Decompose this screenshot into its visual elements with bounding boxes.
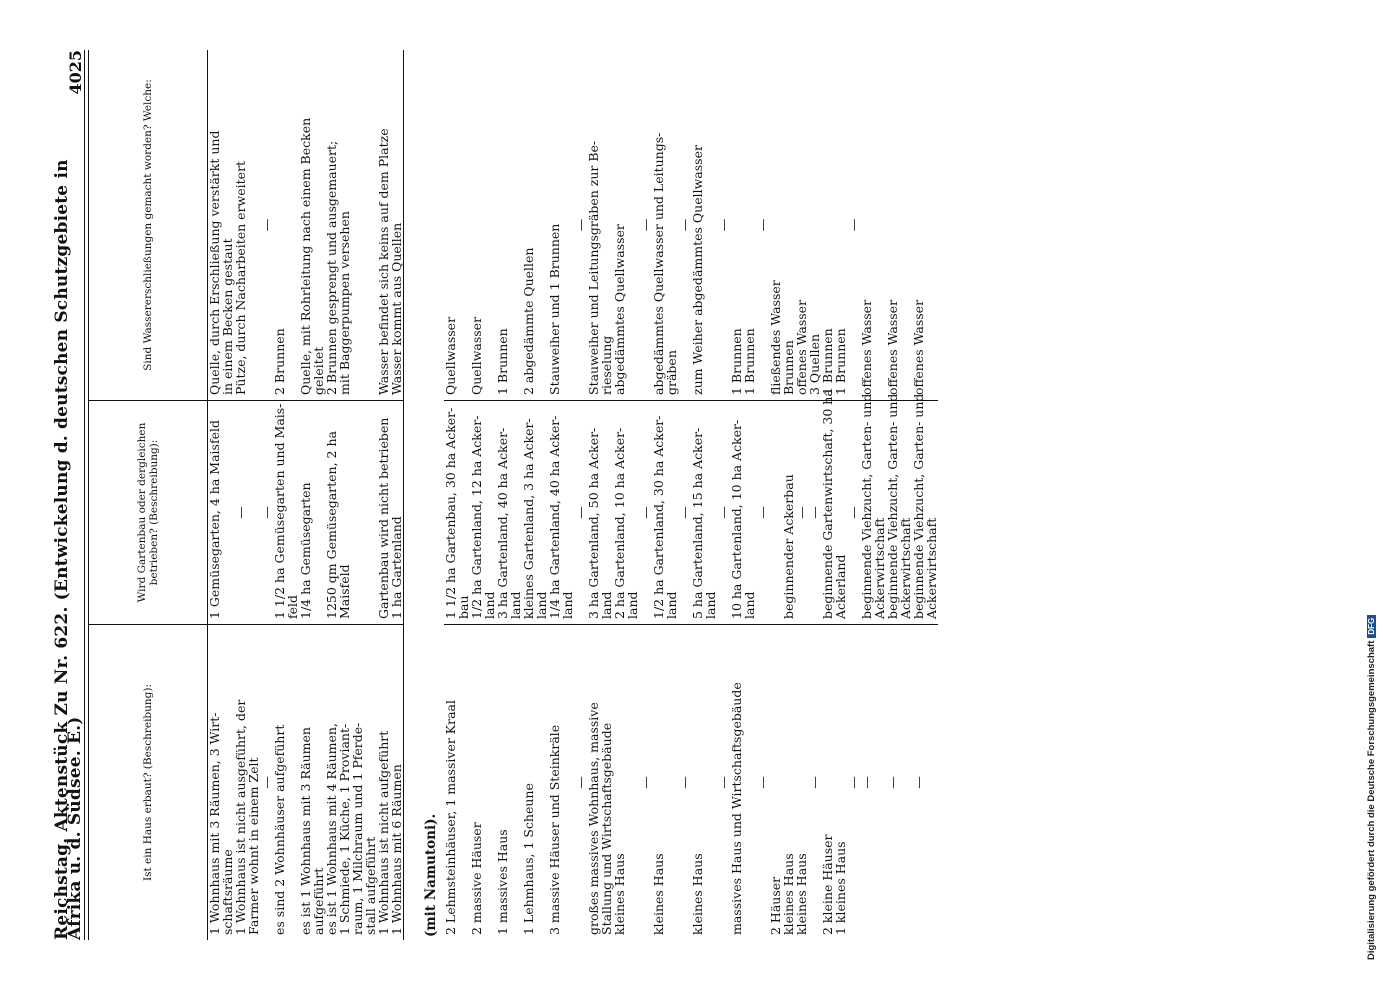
cell-line: 1 massives Haus xyxy=(495,829,510,935)
table-cell-garden xyxy=(613,400,639,625)
table-body-part1 xyxy=(208,50,403,940)
cell-line: beginnende Viehzucht, Garten- und xyxy=(885,393,900,619)
table-cell-house xyxy=(821,625,847,940)
table-cell-house xyxy=(496,625,522,940)
cell-line: 1/4 ha Gartenland, 40 ha Acker- xyxy=(547,415,562,619)
cell-line: 1 Brunnen xyxy=(820,328,835,395)
cell-line: Quelle, mit Rohrleitung nach einem Becken xyxy=(298,117,313,395)
cell-line: aufgeführt xyxy=(311,867,326,935)
table-cell-water xyxy=(652,50,678,400)
cell-line: 2 Lehmsteinhäuser, 1 massiver Kraal xyxy=(443,699,458,935)
table-cell-garden xyxy=(522,400,548,625)
table-cell-water xyxy=(444,50,470,400)
cell-line xyxy=(351,406,364,619)
cell-line: 1 Schmiede, 1 Küche, 1 Proviant- xyxy=(337,723,352,935)
cell-line: fließendes Wasser xyxy=(768,280,783,395)
table-cell-house xyxy=(860,625,886,940)
cell-line: kleines Haus xyxy=(781,853,796,935)
cell-line: 1 Gemüsegarten, 4 ha Maisfeld xyxy=(207,420,222,619)
cell-line: — xyxy=(573,506,588,519)
table-row xyxy=(548,50,574,940)
cell-line: schaftsräume xyxy=(220,849,235,935)
table-cell-house xyxy=(730,625,756,940)
table-cell-house xyxy=(587,625,613,940)
cell-line: beginnende Viehzucht, Garten- und xyxy=(859,393,874,619)
table-cell-water xyxy=(299,50,325,400)
cell-line: 2 ha Gartenland, 10 ha Acker- xyxy=(612,427,627,619)
table-row xyxy=(821,50,847,940)
table-cell-water xyxy=(613,50,639,400)
table-cell-water xyxy=(208,50,260,400)
cell-line: 2 abgedämmte Quellen xyxy=(521,247,536,395)
table-row xyxy=(444,50,470,940)
cell-line: Wasser kommt aus Quellen xyxy=(389,222,404,395)
cell-line: — xyxy=(677,506,692,519)
cell-line: Wasser befindet sich keins auf dem Platze xyxy=(376,128,391,395)
table-cell-house xyxy=(652,625,678,940)
cell-line: 2 massive Häuser xyxy=(469,822,484,935)
page-number: 4025 xyxy=(66,50,85,95)
table-row xyxy=(377,50,403,940)
cell-line: Maisfeld xyxy=(337,564,352,619)
cell-line: 10 ha Gartenland, 10 ha Acker- xyxy=(729,419,744,619)
cell-line: kleines Gartenland, 3 ha Acker- xyxy=(521,418,536,619)
cell-line: offenes Wasser xyxy=(885,299,900,395)
cell-line: — xyxy=(846,218,861,232)
table-cell-garden xyxy=(444,400,470,625)
cell-line: offenes Wasser xyxy=(794,299,809,395)
cell-line: — xyxy=(846,506,861,519)
cell-line: — xyxy=(638,218,653,232)
cell-line: land xyxy=(664,591,679,619)
table-body-part2 xyxy=(444,50,938,940)
table-cell-garden xyxy=(299,400,325,625)
cell-line: Stauweiher und 1 Brunnen xyxy=(547,223,562,395)
cell-line: 1 Wohnhaus ist nicht ausgeführt, der xyxy=(233,699,248,935)
running-header xyxy=(52,50,85,940)
cell-line: 1 1/2 ha Gartenbau, 30 ha Acker- xyxy=(443,407,458,619)
table-row xyxy=(273,50,299,940)
table-cell-garden xyxy=(325,400,377,625)
cell-line: Ackerland xyxy=(833,554,848,619)
dfg-logo: DFG xyxy=(1367,615,1376,638)
table-cell-garden xyxy=(885,393,913,625)
cell-line: land xyxy=(742,591,757,619)
table-row xyxy=(860,50,886,940)
cell-line: — xyxy=(259,776,274,789)
cell-line: — xyxy=(716,218,731,232)
cell-line: land xyxy=(482,591,497,619)
cell-line: Stauweiher und Leitungsgräben zur Be- xyxy=(586,140,601,395)
table-cell-house xyxy=(912,625,938,940)
cell-line: — xyxy=(573,776,588,789)
table-row xyxy=(325,50,377,940)
document xyxy=(52,50,939,940)
cell-line: 1/4 ha Gemüsegarten xyxy=(298,482,313,619)
cell-line: Ackerwirtschaft xyxy=(872,517,887,619)
table-cell-water xyxy=(548,50,574,400)
cell-line: — xyxy=(859,776,874,789)
cell-line: — xyxy=(716,506,731,519)
table-row xyxy=(470,50,496,940)
table-cell-water xyxy=(769,50,808,400)
cell-line: 1/2 ha Gartenland, 30 ha Acker- xyxy=(651,415,666,619)
cell-line: abgedämmtes Quellwasser xyxy=(612,224,627,395)
cell-line: — xyxy=(638,776,653,789)
cell-line: mit Baggerpumpen versehen xyxy=(337,211,352,395)
table-cell-water xyxy=(912,50,938,400)
cell-line: 2 Brunnen xyxy=(272,328,287,395)
table-cell-house xyxy=(613,625,639,940)
table-cell-house xyxy=(299,625,325,940)
cell-line: 5 ha Gartenland, 15 ha Acker- xyxy=(690,427,705,619)
cell-line: kleines Haus xyxy=(612,853,627,935)
table-row xyxy=(886,50,912,940)
cell-line: Quellwasser xyxy=(443,316,458,395)
cell-line: — xyxy=(233,506,248,519)
cell-line: massives Haus und Wirtschaftsgebäude xyxy=(729,682,744,935)
cell-line: 1 1/2 ha Gemüsegarten und Mais- xyxy=(272,403,287,619)
table-cell-water xyxy=(860,50,886,400)
table-row xyxy=(208,50,260,940)
table-cell-garden xyxy=(911,393,939,625)
table-cell-water xyxy=(821,50,847,400)
cell-line: beginnende Gartenwirtschaft, 30 ha xyxy=(820,389,835,619)
cell-line: großes massives Wohnhaus, massive xyxy=(586,702,601,935)
table-cell-water xyxy=(325,50,377,400)
table-row xyxy=(299,50,325,940)
table-cell-house xyxy=(377,625,403,940)
cell-line: — xyxy=(259,218,274,232)
table-cell-water xyxy=(496,50,522,400)
cell-line: 1 Brunnen xyxy=(495,328,510,395)
cell-line: feld xyxy=(285,594,300,619)
cell-line: — xyxy=(755,218,770,232)
table-cell-garden xyxy=(730,400,756,625)
header-title: Reichstag. Aktenstück Zu Nr. 622. (Entwickelung d. deutschen Schutzgebiete in Afrika u. d. Südsee. E.) xyxy=(52,159,85,940)
table-cell-garden xyxy=(208,400,260,625)
cell-line: Ackerwirtschaft xyxy=(924,517,939,619)
table-cell-garden xyxy=(496,400,522,625)
cell-line: — xyxy=(573,218,588,232)
cell-line: — xyxy=(794,506,809,519)
cell-line: 1 Lehmhaus, 1 Scheune xyxy=(521,783,536,935)
cell-line: abgedämmtes Quellwasser und Leitungs- xyxy=(651,132,666,395)
table-cell-house xyxy=(325,625,377,940)
table-cell-house xyxy=(273,625,299,940)
table-cell-house xyxy=(444,625,470,940)
cell-line: in einem Becken gestaut xyxy=(220,238,235,395)
cell-line: land xyxy=(599,591,614,619)
table-cell-garden xyxy=(377,400,403,625)
cell-line: 1 Wohnhaus mit 6 Räumen xyxy=(389,764,404,935)
cell-line: — xyxy=(716,776,731,789)
cell-line: Quelle, durch Erschließung verstärkt und xyxy=(207,130,222,395)
table-cell-house xyxy=(886,625,912,940)
table-cell-garden xyxy=(470,400,496,625)
table-cell-garden xyxy=(273,400,299,625)
digitization-credit xyxy=(1366,615,1377,960)
cell-line: offenes Wasser xyxy=(859,299,874,395)
cell-line: — xyxy=(755,776,770,789)
cell-line: offenes Wasser xyxy=(911,299,926,395)
cell-line: — xyxy=(677,218,692,232)
table-cell-garden xyxy=(691,400,717,625)
cell-line: gräben xyxy=(664,350,679,395)
cell-line xyxy=(351,55,364,395)
cell-line: 1 Brunnen xyxy=(729,328,744,395)
cell-line: raum, 1 Milchraum und 1 Pferde- xyxy=(350,722,365,935)
table-cell-garden xyxy=(652,400,678,625)
cell-line: beginnende Viehzucht, Garten- und xyxy=(911,393,926,619)
cell-line: land xyxy=(534,591,549,619)
cell-line: es ist 1 Wohnhaus mit 3 Räumen xyxy=(298,727,313,935)
table-row xyxy=(730,50,756,940)
cell-line: kleines Haus xyxy=(651,853,666,935)
table-cell-garden xyxy=(587,400,613,625)
cell-line: land xyxy=(625,591,640,619)
cell-line: es sind 2 Wohnhäuser aufgeführt xyxy=(272,724,287,935)
table-cell-water xyxy=(470,50,496,400)
cell-line: — xyxy=(677,776,692,789)
cell-line: 3 ha Gartenland, 50 ha Acker- xyxy=(586,427,601,619)
table-row xyxy=(769,50,808,940)
cell-line: 2 kleine Häuser xyxy=(820,834,835,935)
cell-line: 1 kleines Haus xyxy=(833,841,848,935)
cell-line: land xyxy=(560,591,575,619)
column-header-house: Ist ein Haus erbaut? (Beschreibung): xyxy=(142,683,154,882)
cell-line: — xyxy=(638,506,653,519)
cell-line: land xyxy=(508,591,523,619)
data-table xyxy=(89,50,938,940)
column-header-water: Sind Wassererschließungen gemacht worden? Welche: xyxy=(142,79,154,371)
table-cell-garden xyxy=(756,400,769,625)
table-row xyxy=(587,50,613,940)
table-cell-water xyxy=(522,50,548,400)
credit-text: Digitalisierung gefördert durch die Deutsche Forschungsgemeinschaft xyxy=(1366,640,1377,960)
table-cell-house xyxy=(522,625,548,940)
cell-line: — xyxy=(846,776,861,789)
table-cell-house xyxy=(769,625,808,940)
cell-line: Ackerwirtschaft xyxy=(898,517,913,619)
table-cell-water xyxy=(587,50,613,400)
cell-line: geleitet xyxy=(311,346,326,395)
cell-line: 1 Wohnhaus ist nicht aufgeführt xyxy=(376,730,391,935)
table-cell-water xyxy=(691,50,717,400)
table-cell-garden xyxy=(859,393,887,625)
table-row xyxy=(652,50,678,940)
cell-line: — xyxy=(807,776,822,789)
cell-line: es ist 1 Wohnhaus mit 4 Räumen, xyxy=(324,723,339,935)
cell-line: Quellwasser xyxy=(469,316,484,395)
table-column-headers xyxy=(89,50,208,940)
table-row xyxy=(496,50,522,940)
cell-line: 3 massive Häuser und Steinkräle xyxy=(547,724,562,935)
table-cell-garden xyxy=(548,400,574,625)
cell-line: 2 Häuser xyxy=(768,876,783,935)
cell-line: 3 Quellen xyxy=(807,333,822,395)
cell-line: beginnender Ackerbau xyxy=(781,474,796,619)
table-cell-water xyxy=(273,50,299,400)
cell-line: Farmer wohnt in einem Zelt xyxy=(246,757,261,935)
cell-line: — xyxy=(755,506,770,519)
cell-line: 1 ha Gartenland xyxy=(389,516,404,619)
cell-line: — xyxy=(885,776,900,789)
table-cell-house xyxy=(548,625,574,940)
section-label: (mit Namutoni). xyxy=(403,50,444,940)
cell-line: — xyxy=(259,506,274,519)
cell-line: Brunnen xyxy=(781,340,796,395)
table-row xyxy=(912,50,938,940)
table-row xyxy=(756,50,769,940)
cell-line: 1 Wohnhaus mit 3 Räumen, 3 Wirt- xyxy=(207,712,222,935)
table-cell-water xyxy=(886,50,912,400)
cell-line: land xyxy=(703,591,718,619)
table-cell-water xyxy=(730,50,756,400)
cell-line: rieselung xyxy=(599,335,614,395)
table-cell-garden xyxy=(820,389,848,625)
cell-line: Pütze, durch Nacharbeiten erweitert xyxy=(233,160,248,395)
cell-line: 1 Brunnen xyxy=(742,328,757,395)
table-cell-water xyxy=(377,50,403,400)
table-cell-house xyxy=(691,625,717,940)
cell-line: 2 Brunnen gesprengt und ausgemauert; xyxy=(324,140,339,395)
cell-line: stall aufgeführt xyxy=(363,836,378,935)
table-cell-house xyxy=(208,625,260,940)
cell-line xyxy=(925,630,938,935)
table-cell-garden xyxy=(769,400,808,625)
cell-line: — xyxy=(807,506,822,519)
cell-line: Stallung und Wirtschaftsgebäude xyxy=(599,722,614,935)
cell-line xyxy=(925,55,938,395)
cell-line: zum Weiher abgedämmtes Quellwasser xyxy=(690,145,705,395)
cell-line: kleines Haus xyxy=(794,853,809,935)
cell-line: 1250 qm Gemüsegarten, 2 ha xyxy=(324,431,339,619)
table-row xyxy=(691,50,717,940)
cell-line: — xyxy=(911,776,926,789)
table-row xyxy=(522,50,548,940)
cell-line: bau xyxy=(456,595,471,619)
column-header-garden: Wird Gartenbau oder dergleichen betrieben? (Beschreibung): xyxy=(89,400,207,625)
cell-line: 1/2 ha Gartenland, 12 ha Acker- xyxy=(469,415,484,619)
cell-line: kleines Haus xyxy=(690,853,705,935)
table-row xyxy=(613,50,639,940)
cell-line: 1 Brunnen xyxy=(833,328,848,395)
cell-line: 3 ha Gartenland, 40 ha Acker- xyxy=(495,427,510,619)
table-cell-house xyxy=(470,625,496,940)
cell-line: Gartenbau wird nicht betrieben xyxy=(376,417,391,619)
